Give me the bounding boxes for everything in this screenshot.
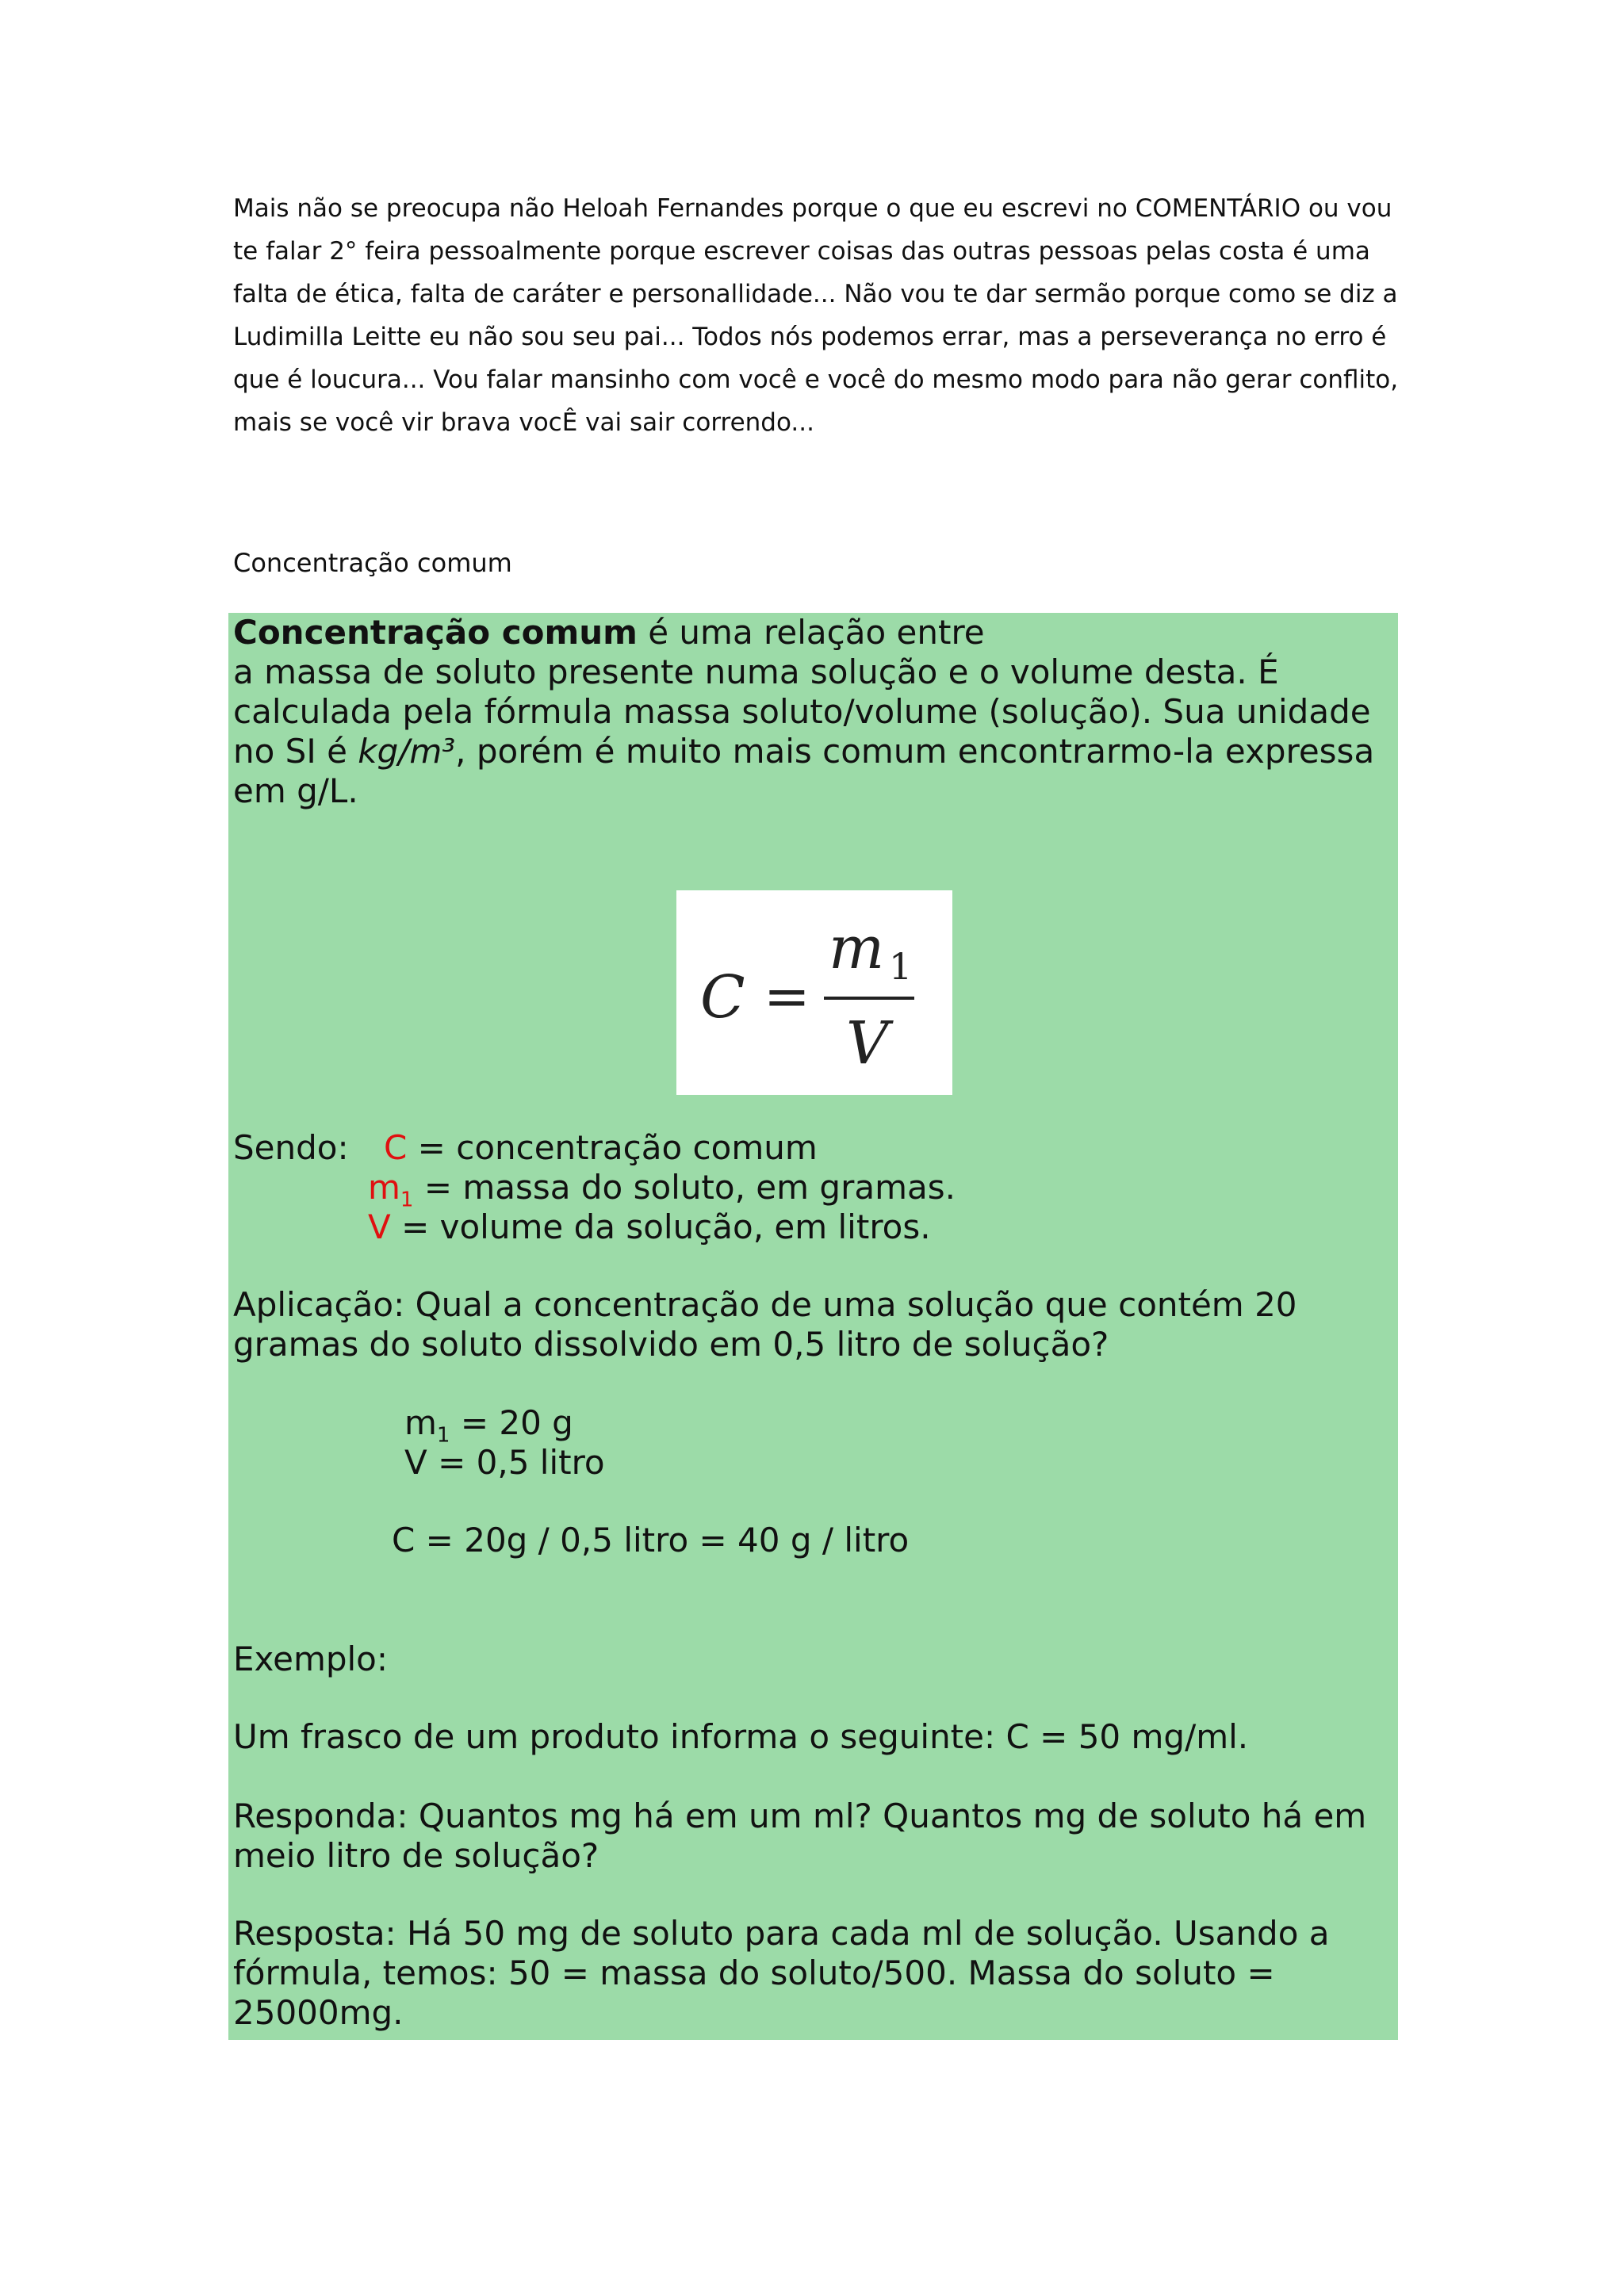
example-label: Exemplo: (233, 1640, 389, 1678)
intro-line: te falar 2° feira pessoalmente porque escrever coisas das outras pessoas pelas costa é uma (233, 237, 1370, 266)
definition-line: Concentração comum é uma relação entre (233, 613, 985, 652)
section-title: Concentração comum (233, 548, 512, 578)
application-line: gramas do soluto dissolvido em 0,5 litro de solução? (233, 1325, 1109, 1364)
intro-paragraph (233, 187, 1399, 444)
example-statement: Um frasco de um produto informa o seguinte: C = 50 mg/ml. (233, 1717, 1249, 1756)
definition-block (233, 613, 1374, 811)
application-line: Aplicação: Qual a concentração de uma solução que contém 20 (233, 1285, 1297, 1324)
definition-term: Concentração comum (233, 613, 638, 652)
example-answer (233, 1914, 1329, 2033)
formula-svg (676, 890, 952, 1095)
answer-line: 25000mg. (233, 1993, 404, 2032)
question-line: meio litro de solução? (233, 1836, 599, 1875)
variable-symbol: $m_1$ (368, 1168, 414, 1212)
definition-line: a massa de soluto presente numa solução e o volume desta. É (233, 652, 1279, 691)
variable-symbol: C (384, 1128, 408, 1167)
variable-v: V = volume da solução, em litros. (368, 1207, 931, 1246)
formula-numerator: m (829, 914, 885, 982)
intro-line: Ludimilla Leitte eu não sou seu pai... Todos nós podemos errar, mas a perseverança no erro é (233, 323, 1387, 351)
intro-line: falta de ética, falta de caráter e personallidade... Não vou te dar sermão porque como se diz a (233, 280, 1398, 308)
application-m1: $m_1 = 20$ g (404, 1403, 573, 1448)
answer-line: Resposta: Há 50 mg de soluto para cada ml de solução. Usando a (233, 1914, 1330, 1953)
intro-line: que é loucura... Vou falar mansinho com você e você do mesmo modo para não gerar conflito, (233, 365, 1399, 394)
definition-line: no SI é kg/m³, porém é muito mais comum encontrarmo-la expressa (233, 732, 1375, 771)
formula-denominator: V (846, 1009, 889, 1077)
variable-c: C = concentração comum (384, 1128, 818, 1167)
variables-label: Sendo: (233, 1128, 349, 1167)
formula-image (676, 890, 952, 1095)
formula-lhs: C (700, 963, 745, 1031)
answer-line: fórmula, temos: 50 = massa do soluto/500. Massa do soluto = (233, 1954, 1275, 1992)
intro-line: mais se você vir brava vocÊ vai sair correndo... (233, 408, 814, 437)
intro-line: Mais não se preocupa não Heloah Fernandes porque o que eu escrevi no COMENTÁRIO ou vou (233, 194, 1392, 223)
si-unit: kg/m³ (358, 732, 456, 771)
concept-box (228, 613, 1398, 2040)
application-result: C = 20g / 0,5 litro = 40 g / litro (392, 1521, 910, 1559)
variable-m1: $m_1$ = massa do soluto, em gramas. (368, 1168, 956, 1212)
definition-line: em g/L. (233, 771, 358, 810)
question-line: Responda: Quantos mg há em um ml? Quantos mg de soluto há em (233, 1797, 1367, 1835)
definition-line: calculada pela fórmula massa soluto/volume (solução). Sua unidade (233, 692, 1371, 731)
formula-numerator-subscript: 1 (889, 945, 913, 988)
application-volume: V = 0,5 litro (404, 1443, 605, 1482)
variable-symbol: V (368, 1207, 391, 1246)
formula-equals: = (764, 964, 810, 1029)
application-question (233, 1285, 1297, 1364)
example-question (233, 1797, 1366, 1876)
